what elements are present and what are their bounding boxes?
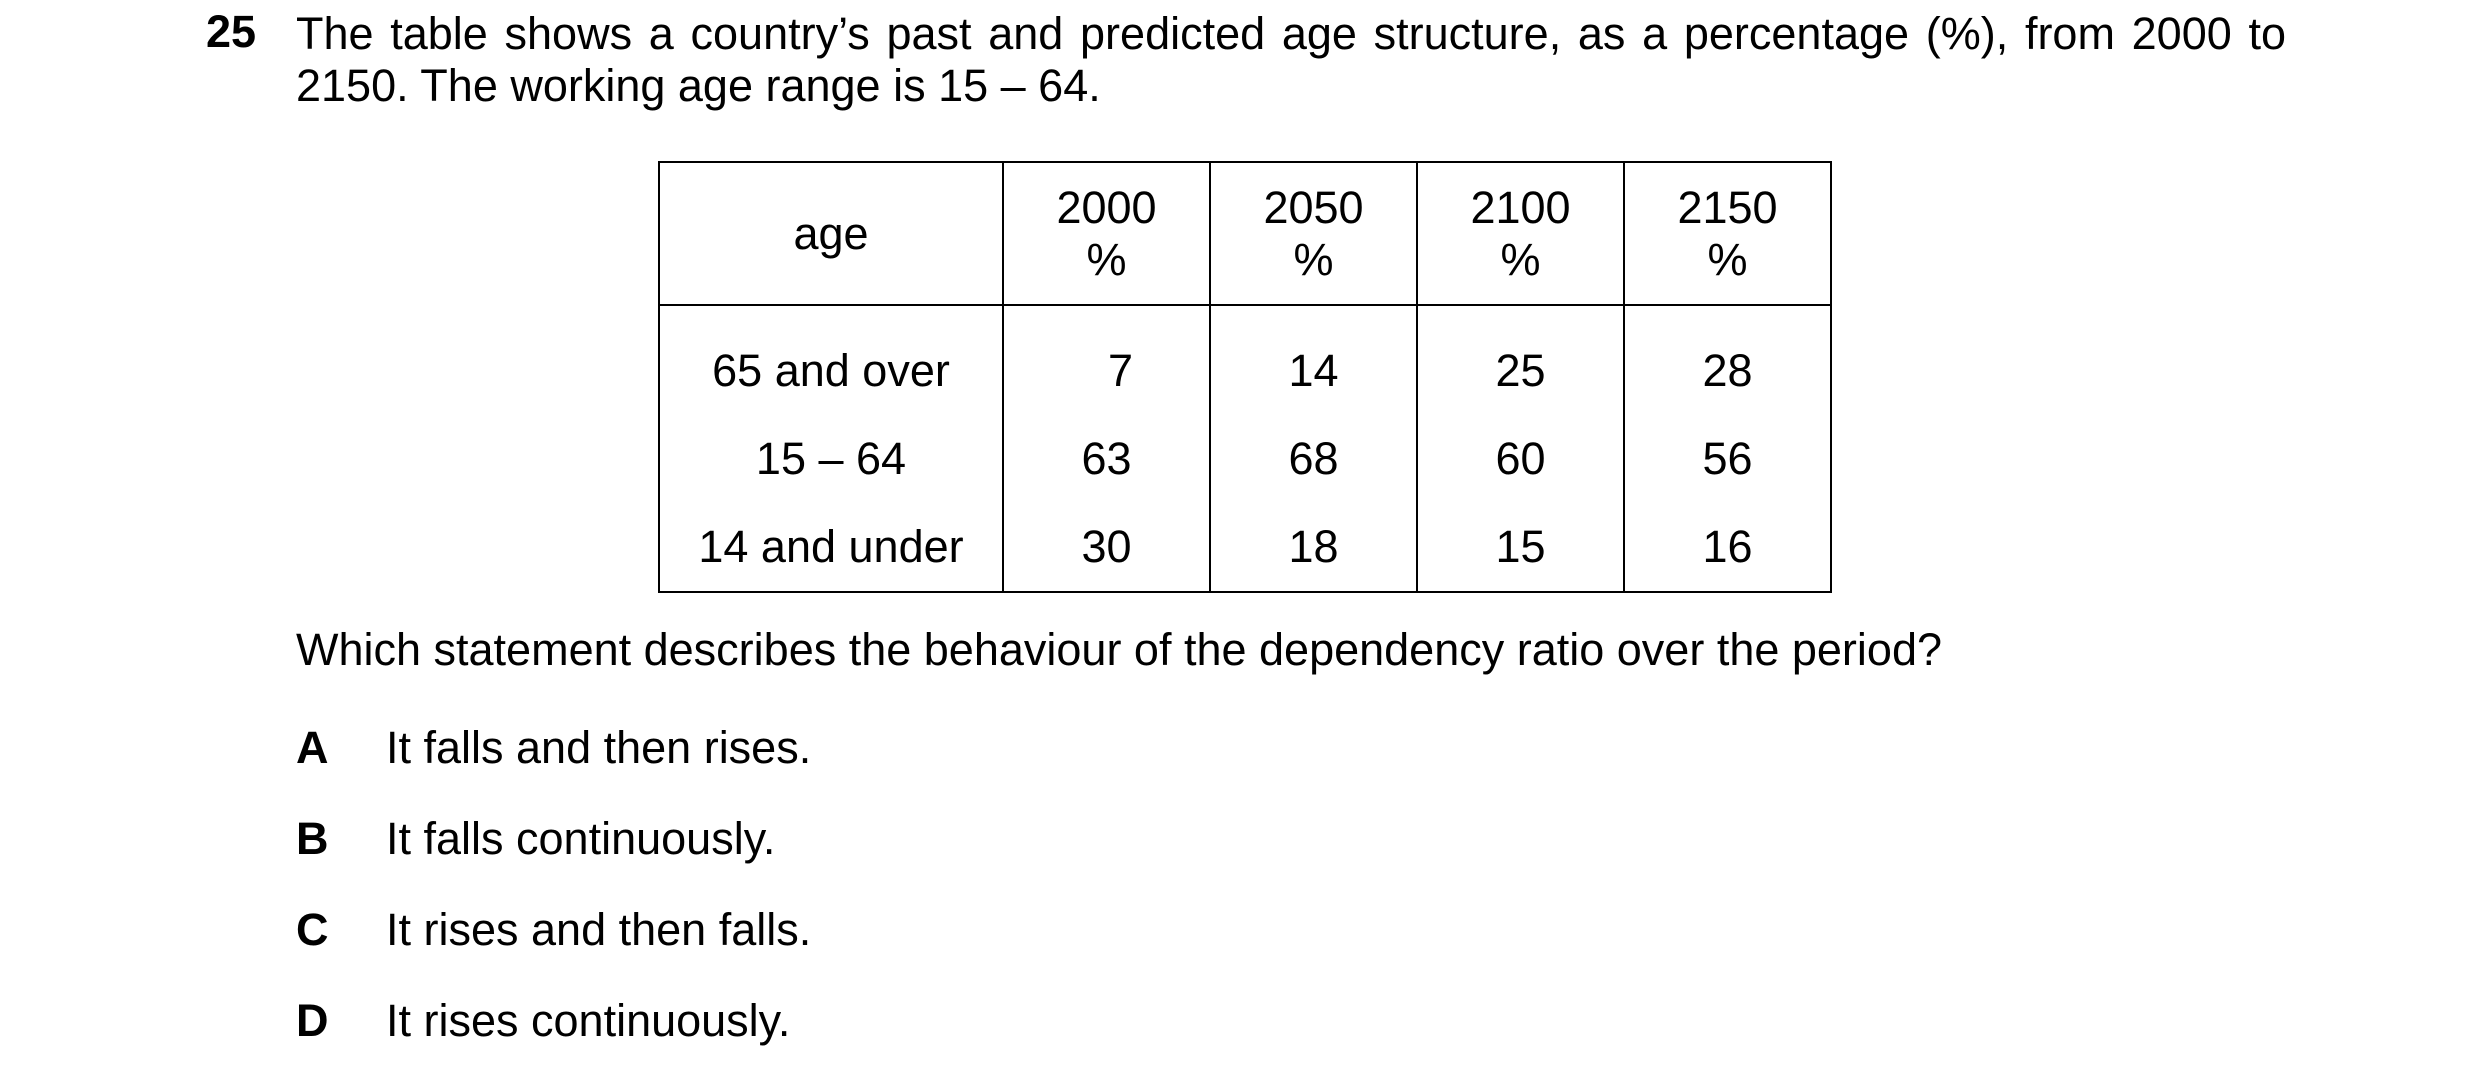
header-year-2000 [1003,162,1210,305]
option-text: It falls and then rises. [386,722,812,773]
question-stem: The table shows a country’s past and predicted age structure, as a percentage (%), from 2000 to 2150. The working age range is 15 – 64. [296,8,2286,111]
option-text: It rises and then falls. [386,904,812,955]
table-row [659,503,1831,592]
table-cell: 7 [1003,305,1210,415]
row-label: 14 and under [659,503,1003,592]
question-prompt: Which statement describes the behaviour of the dependency ratio over the period? [296,624,1942,675]
header-year: 2000 [1056,181,1157,233]
option-letter: D [296,995,329,1046]
table-cell: 68 [1210,415,1417,503]
age-structure-table [658,161,1832,593]
header-year: 2050 [1263,181,1364,233]
header-unit: % [1500,233,1541,285]
option-text: It falls continuously. [386,813,776,864]
table-header-row [659,162,1831,305]
option-text: It rises continuously. [386,995,791,1046]
header-unit: % [1293,233,1334,285]
header-unit: % [1707,233,1748,285]
table-cell: 56 [1624,415,1831,503]
table-cell: 15 [1417,503,1624,592]
header-age: age [659,162,1003,305]
row-label: 15 – 64 [659,415,1003,503]
option-b[interactable] [296,813,775,865]
table-row [659,415,1831,503]
option-c[interactable] [296,904,811,956]
option-d[interactable] [296,995,790,1047]
header-unit: % [1086,233,1127,285]
header-year: 2150 [1677,181,1778,233]
table-cell: 60 [1417,415,1624,503]
header-year: 2100 [1470,181,1571,233]
table-cell: 16 [1624,503,1831,592]
header-year-2150 [1624,162,1831,305]
option-letter: A [296,722,329,773]
header-year-2050 [1210,162,1417,305]
option-a[interactable] [296,722,811,774]
option-letter: C [296,904,329,955]
table-cell: 25 [1417,305,1624,415]
table-cell: 30 [1003,503,1210,592]
option-letter: B [296,813,329,864]
table-cell: 28 [1624,305,1831,415]
header-year-2100 [1417,162,1624,305]
table-cell: 14 [1210,305,1417,415]
question-number: 25 [206,6,257,57]
row-label: 65 and over [659,305,1003,415]
table-cell: 63 [1003,415,1210,503]
table-row [659,305,1831,415]
table-cell: 18 [1210,503,1417,592]
